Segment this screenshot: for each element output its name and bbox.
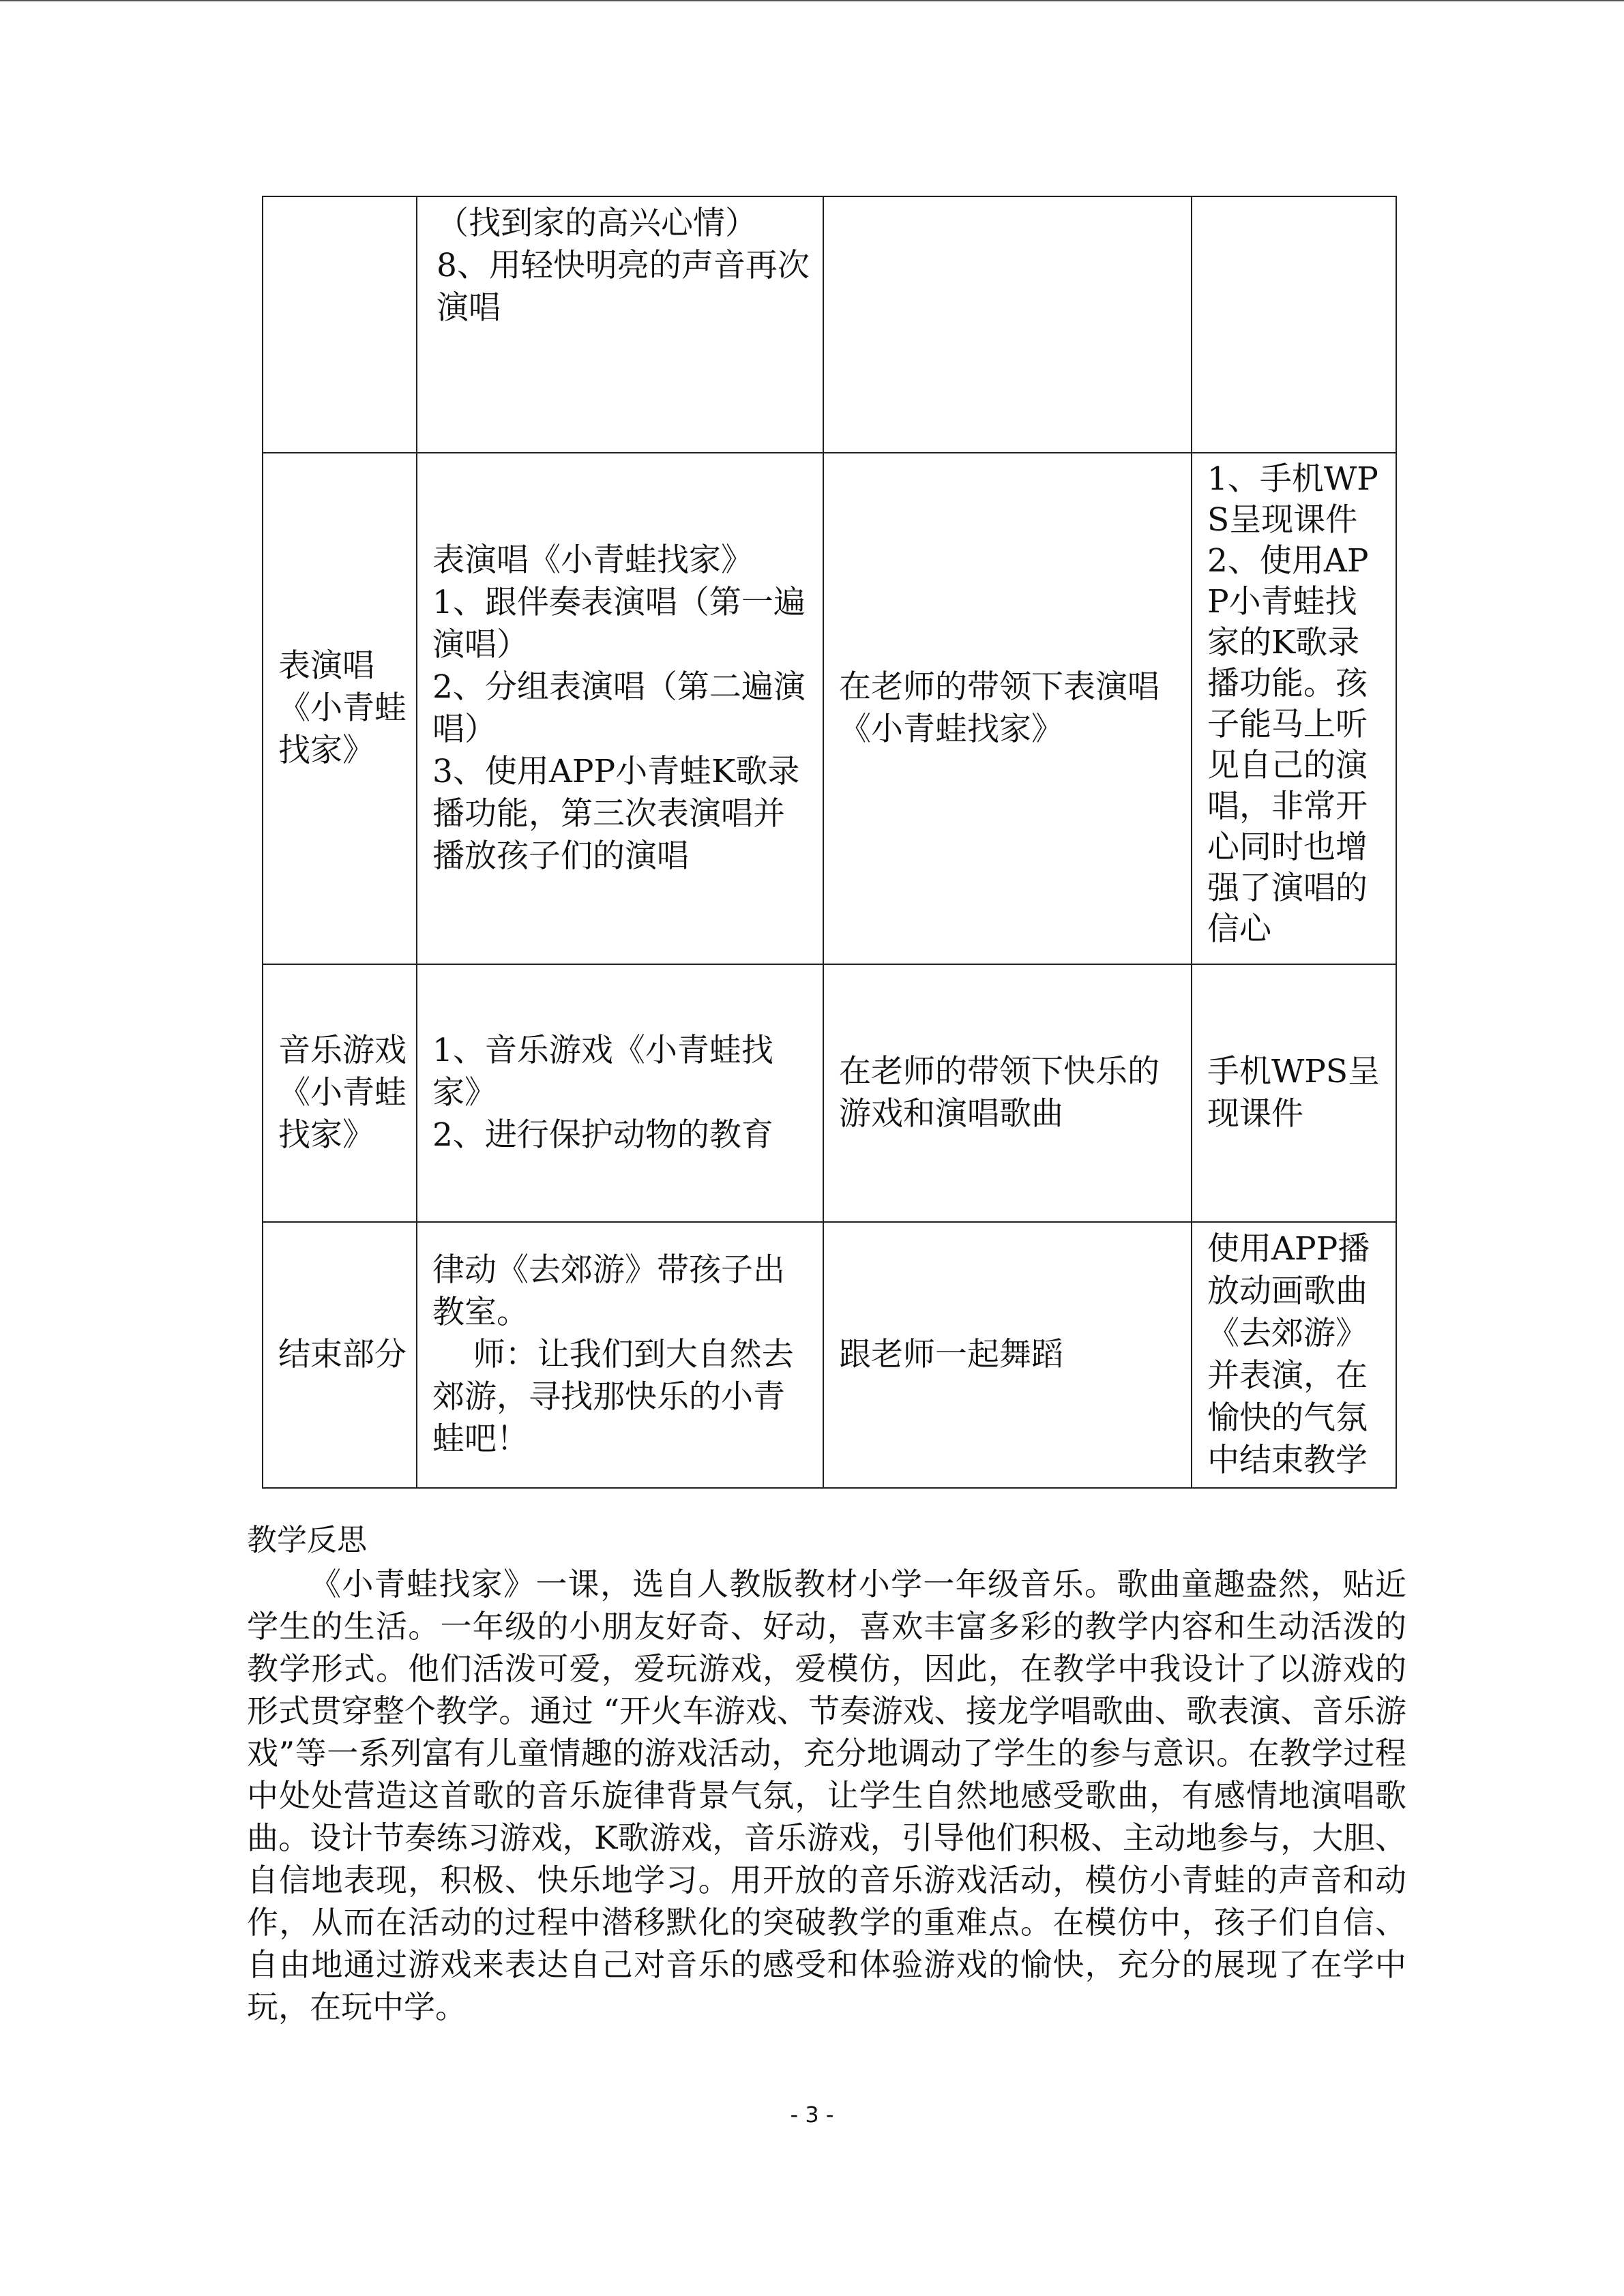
teacher-activity-line: 律动《去郊游》带孩子出教室。	[432, 1251, 785, 1331]
table-row	[263, 453, 1396, 964]
student-activity-line: 跟老师一起舞蹈	[839, 1336, 1063, 1373]
teacher-activity-cell	[417, 196, 823, 453]
stage-cell	[263, 196, 417, 453]
stage-cell	[263, 453, 417, 964]
stage-cell	[263, 1222, 417, 1488]
teacher-activity-line: 3、使用APP小青蛙K歌录播功能，第三次表演唱并播放孩子们的演唱	[432, 753, 800, 875]
stage-cell	[263, 964, 417, 1222]
teacher-activity-cell	[417, 453, 823, 964]
page-number: - 3 -	[790, 2102, 834, 2128]
stage-label: 表演唱《小青蛙找家》	[278, 647, 407, 769]
teacher-activity-line: 2、进行保护动物的教育	[432, 1116, 773, 1154]
teacher-activity-line: 1、跟伴奏表演唱（第一遍演唱）	[432, 584, 806, 664]
table-row	[263, 964, 1396, 1222]
media-cell	[1192, 1222, 1396, 1488]
media-cell	[1192, 453, 1396, 964]
media-line: 2、使用APP小青蛙找家的K歌录播功能。孩子能马上听见自己的演唱，非常开心同时也增强了演唱的信心	[1207, 542, 1369, 948]
lesson-plan-table	[262, 196, 1397, 1489]
media-cell	[1192, 964, 1396, 1222]
stage-label: 音乐游戏《小青蛙找家》	[278, 1032, 407, 1154]
teacher-activity-line: 2、分组表演唱（第二遍演唱）	[432, 668, 806, 748]
media-cell	[1192, 196, 1396, 453]
reflection-heading: 教学反思	[247, 1523, 367, 1557]
student-activity-cell	[823, 453, 1192, 964]
table-row	[263, 196, 1396, 453]
media-line: 手机WPS呈现课件	[1207, 1053, 1381, 1133]
student-activity-cell	[823, 1222, 1192, 1488]
media-line: 使用APP播放动画歌曲《去郊游》并表演，在愉快的气氛中结束教学	[1207, 1230, 1370, 1479]
table-row	[263, 1222, 1396, 1488]
reflection-body: 《小青蛙找家》一课，选自人教版教材小学一年级音乐。歌曲童趣盎然，贴近学生的生活。一年级的小朋友好奇、好动，喜欢丰富多彩的教学内容和生动活泼的教学形式。他们活泼可爱，爱玩游戏，爱模仿，因此，在教学中我设计了以游戏的形式贯穿整个教学。通过 “开火车游戏、节奏游戏、接龙学唱歌曲、歌表演、音乐游戏”等一系列富有儿童情趣的游戏活动，充分地调动了学生的参与意识。在教学过程中处处营造这首歌的音乐旋律背景气氛，让学生自然地感受歌曲，有感情地演唱歌曲。设计节奏练习游戏，K歌游戏，音乐游戏，引导他们积极、主动地参与，大胆、自信地表现，积极、快乐地学习。用开放的音乐游戏活动，模仿小青蛙的声音和动作，从而在活动的过程中潜移默化的突破教学的重难点。在模仿中，孩子们自信、自由地通过游戏来表达自己对音乐的感受和体验游戏的愉快，充分的展现了在学中玩，在玩中学。	[247, 1566, 1406, 2025]
teacher-activity-cell	[417, 964, 823, 1222]
teacher-activity-line: （找到家的高兴心情）	[437, 205, 757, 242]
teacher-activity-line: 1、音乐游戏《小青蛙找家》	[432, 1032, 773, 1112]
teacher-activity-line: 师：让我们到大自然去郊游，寻找那快乐的小青蛙吧！	[432, 1336, 794, 1458]
student-activity-line: 在老师的带领下表演唱《小青蛙找家》	[839, 668, 1160, 748]
teacher-activity-cell	[417, 1222, 823, 1488]
student-activity-cell	[823, 196, 1192, 453]
page-top-border	[0, 0, 1624, 1]
teacher-activity-line: 表演唱《小青蛙找家》	[432, 541, 753, 579]
teacher-activity-line: 8、用轻快明亮的声音再次演唱	[437, 247, 810, 327]
stage-label: 结束部分	[278, 1336, 407, 1373]
media-line: 1、手机WPS呈现课件	[1207, 460, 1378, 539]
teaching-reflection-section	[247, 1519, 1406, 2028]
student-activity-line: 在老师的带领下快乐的游戏和演唱歌曲	[839, 1053, 1160, 1133]
student-activity-cell	[823, 964, 1192, 1222]
